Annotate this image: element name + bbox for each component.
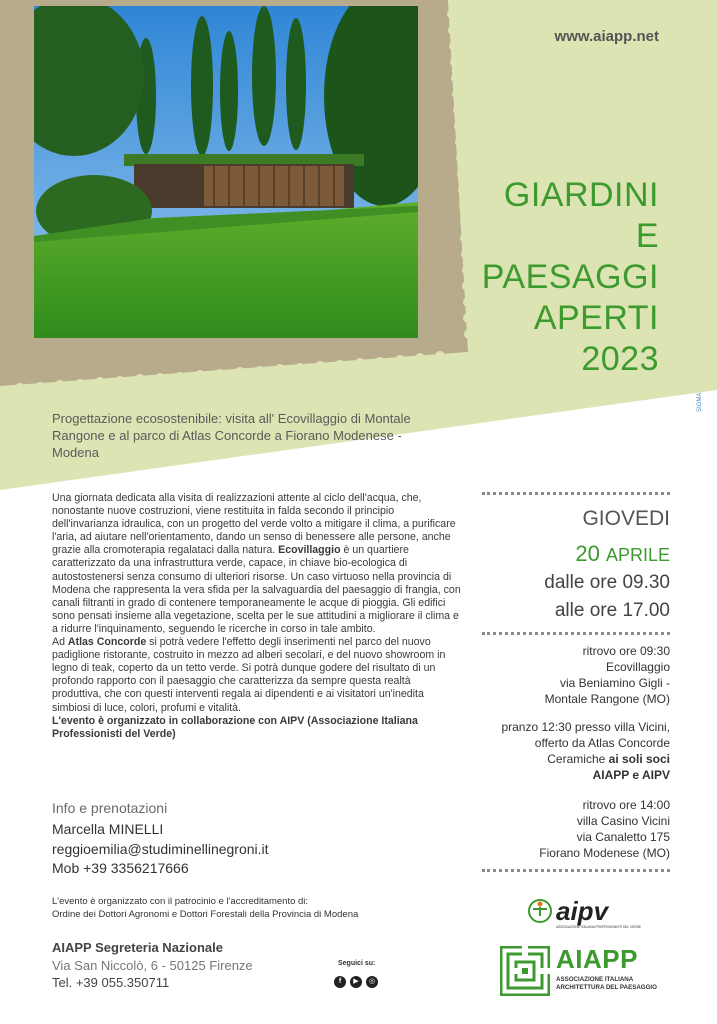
title-line: 2023 bbox=[581, 340, 659, 378]
event-schedule bbox=[470, 492, 670, 872]
title-line: APERTI bbox=[533, 299, 659, 337]
lunch-text: Ceramiche bbox=[547, 752, 606, 766]
event-day: GIOVEDI bbox=[582, 507, 670, 530]
sponsor-vertical-logo: SIGMA bbox=[697, 392, 703, 412]
lunch-info bbox=[470, 719, 670, 783]
meeting-point-1 bbox=[470, 643, 670, 707]
meeting-line: via Beniamino Gigli - bbox=[559, 676, 670, 690]
secretariat-title: AIAPP Segreteria Nazionale bbox=[52, 940, 223, 955]
lunch-highlight: ai soli soci bbox=[608, 752, 670, 766]
title-line: E bbox=[635, 217, 659, 255]
description-highlight: Ecovillaggio bbox=[278, 544, 341, 557]
aiapp-subtitle-line: ASSOCIAZIONE ITALIANA bbox=[556, 976, 634, 983]
info-title: Info e prenotazioni bbox=[52, 800, 168, 816]
meeting-line: Montale Rangone (MO) bbox=[544, 692, 670, 706]
dotted-divider bbox=[482, 492, 670, 495]
description-text: Ad bbox=[52, 636, 65, 649]
patronage-line: L'evento è organizzato con il patrocinio e l'accreditamento di: bbox=[52, 896, 309, 907]
date-month: APRILE bbox=[605, 545, 670, 565]
meeting-line: Fiorano Modenese (MO) bbox=[539, 846, 670, 860]
title-line: GIARDINI bbox=[503, 176, 659, 214]
patronage-line: Ordine dei Dottori Agronomi e Dottori Forestali della Provincia di Modena bbox=[52, 908, 359, 920]
contact-info bbox=[52, 820, 269, 879]
patronage bbox=[52, 896, 432, 921]
description-text: è un quartiere caratterizzato da una infrastruttura verde, capace, in chiave bio-ecologica di autostostenersi senza consumo di ulteriori risorse. Un caso virtuoso nella provincia di Modena che rappresenta la vera sfida per la salvaguardia del paesaggio di frangia, con canali filtranti in grado di contenere temporaneamente le acque di pioggia. Gli edifici sono pensati insieme alla vegetazione, scelta per le sue attitudini a migliorare il clima e a ridurre l'inquinamento, seguendo le ricerche in corso in tale ambito. bbox=[52, 544, 461, 635]
page-title bbox=[482, 175, 659, 380]
contact-phone[interactable]: Mob +39 3356217666 bbox=[52, 860, 189, 876]
date-number: 20 bbox=[575, 541, 600, 566]
meeting-line: Ecovillaggio bbox=[605, 660, 670, 674]
aiapp-logo bbox=[500, 944, 670, 1000]
aiapp-name: AIAPP bbox=[556, 944, 638, 974]
aipv-subtitle: ASSOCIAZIONE ITALIANA PROFESSIONISTI DEL VERDE bbox=[556, 925, 642, 929]
garden-photo bbox=[34, 6, 418, 338]
meeting-line: ritrovo ore 14:00 bbox=[582, 798, 670, 812]
event-end: alle ore 17.00 bbox=[554, 600, 670, 621]
dotted-divider bbox=[482, 632, 670, 635]
event-description bbox=[52, 492, 462, 741]
description-highlight: Atlas Concorde bbox=[67, 636, 147, 649]
lunch-line: offerto da Atlas Concorde bbox=[534, 736, 670, 750]
dotted-divider bbox=[482, 869, 670, 872]
contact-name: Marcella MINELLI bbox=[52, 821, 164, 837]
social-icons bbox=[334, 976, 378, 988]
meeting-point-2 bbox=[470, 797, 670, 861]
secretariat-phone[interactable]: Tel. +39 055.350711 bbox=[52, 975, 170, 990]
event-date bbox=[470, 541, 670, 568]
lunch-highlight: AIAPP e AIPV bbox=[592, 768, 670, 782]
lunch-line bbox=[470, 751, 670, 767]
instagram-icon[interactable]: ◎ bbox=[366, 976, 378, 988]
description-text: Una giornata dedicata alla visita di realizzazioni attente al ciclo dell'acqua, che, nonostante nuove costruzioni, viene restituita in falda secondo il principio dell'invarianza idraulica, con un progetto del verde volto a mitigare il clima, a purificare l'aria, ad aiutare nell'orientamento, dando un senso di benessere alle persone, anche grazie alla cromoterapia regalataci dalla natura. bbox=[52, 492, 456, 557]
description-text: si potrà vedere l'effetto degli inserimenti nel parco del nuovo padiglione ristorante, costruito in mezzo ad alberi secolari, e del nuovo showroom in legno di teak, coperto da un tetto verde. Si potrà dunque godere del risultato di un profondo rapporto con il paesaggio che caratterizza da sempre questa realtà produttiva, che con questi interventi regala ai dipendenti e ai visitatori un'inedita simbiosi di luce, colori, profumi e vitalità. bbox=[52, 636, 446, 714]
meeting-line: via Canaletto 175 bbox=[576, 830, 670, 844]
title-line: PAESAGGI bbox=[481, 258, 659, 296]
meeting-line: ritrovo ore 09:30 bbox=[582, 644, 670, 658]
aiapp-maze-icon bbox=[500, 946, 550, 996]
aipv-name: aipv bbox=[556, 896, 609, 926]
website-url[interactable]: www.aiapp.net bbox=[554, 28, 659, 45]
aiapp-subtitle-line: ARCHITETTURA DEL PAESAGGIO bbox=[556, 984, 657, 991]
lunch-line: pranzo 12:30 presso villa Vicini, bbox=[501, 720, 670, 734]
collaboration-note: L'evento è organizzato in collaborazione con AIPV (Associazione Italiana Professionisti del Verde) bbox=[52, 714, 418, 740]
youtube-icon[interactable]: ▶ bbox=[350, 976, 362, 988]
contact-email[interactable]: reggioemilia@studiminellinegroni.it bbox=[52, 840, 269, 857]
secretariat-address: Via San Niccolò, 6 - 50125 Firenze bbox=[52, 958, 253, 973]
aipv-logo bbox=[528, 896, 658, 930]
follow-label: Seguici su: bbox=[338, 960, 376, 967]
lunch-line bbox=[470, 767, 670, 783]
aiapp-subtitle bbox=[556, 976, 676, 992]
meeting-line: villa Casino Vicini bbox=[576, 814, 670, 828]
event-start: dalle ore 09.30 bbox=[544, 572, 670, 593]
facebook-icon[interactable]: f bbox=[334, 976, 346, 988]
page-subtitle: Progettazione ecosostenibile: visita all' Ecovillaggio di Montale Rangone e al parco di Atlas Concorde a Fiorano Modenese - Modena bbox=[52, 411, 411, 460]
